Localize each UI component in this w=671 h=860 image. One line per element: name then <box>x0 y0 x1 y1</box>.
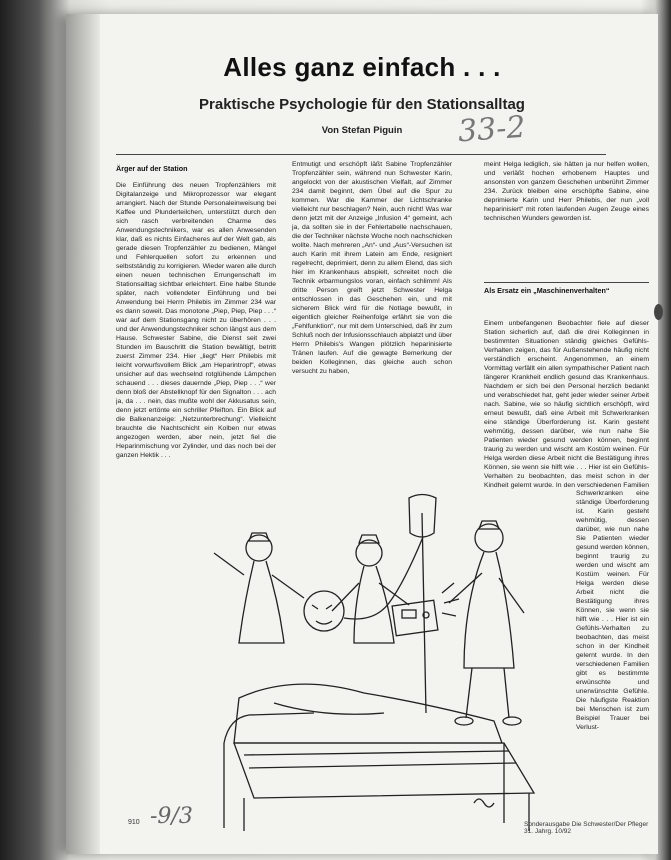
handwritten-annotation: -9/3 <box>150 804 193 829</box>
book-gutter <box>66 14 100 854</box>
column-3-body <box>484 319 649 489</box>
body-text: Schwerkranken eine ständige Überforderung ist. Karin gesteht wehmütig, dessen darüber, wie nun nahe Sie Patienten wieder gesund werden können, beginnt traurig zu werden und wischt am Kostüm weinen. Für Helga werden diese Arbeit nicht die Bestätigung ihres Können, sie wenn sie hilft wie . . . Hier ist ein Gefühls-Verhalten zu beobachten, das meist schon in der Kindheit gelernt wurde. In den verschiedenen Familien gibt es bestimmte erwünschte und unerwünschte Gefühle. Die häufigste Reaktion bei Menschen ist zum Beispiel Trauer bei Verlust- <box>576 490 649 731</box>
cartoon-illustration <box>204 493 539 833</box>
body-text: Entmutigt und erschöpft läßt Sabine Tropfenzähler Tropfenzähler sein, während nun Schwester Karin, angelockt von der akustischen Vielfalt, auf Zimmer 234 damit beginnt, dem Übel auf die Spur zu kommen. War die Kammer der Lichtschranke vielleicht nur beschlagen? Nein, auch nicht! Was war denn jetzt mit der Anzeige „Infusion 4“ gemeint, ach ja, da sollten sie in der Fehlertabelle nachschauen, die der Techniker nächste Woche noch nachschicken wollte. Nach mehreren „An“- und „Aus“-Versuchen ist auch Karin mit ihrem Latein am Ende, resigniert regelrecht, deprimiert, denn zu allem Elend, das sich hier im Krankenhaus abspielt, schreitet noch die Technik erbarmungslos voran, einfach schlimm! Als dritte Person greift jetzt Schwester Helga entschlossen in das Geschehen ein, und mit sicherem Blick wird für die Notlage bewußt, in eigentlich gleicher Reihenfolge erfährt sie von die „Fehlfunktion“, nur mit dem Unterschied, daß ihr zum Schluß noch der Infusionsschlauch abplatzt und über Herrn Philebis's Wangen plötzlich heparinisierte Tränen laufen. Auf die gewagte Bemerkung der beiden Kolleginnen, das gleiche auch schon versucht zu haben, <box>292 161 452 375</box>
article-author: Von Stefan Piguin <box>321 125 403 136</box>
divider <box>484 282 649 283</box>
magazine-page <box>66 14 658 854</box>
punch-hole-mark <box>654 304 663 320</box>
handwritten-annotation: 33-2 <box>456 109 527 150</box>
column-3-top <box>484 160 649 250</box>
body-text: Einem unbefangenen Beobachter fiele auf dieser Station sicherlich auf, daß die drei Kolleginnen in bestimmten Situationen ständig gleiches Gefühls-Verhalten zeigen, das für Außenstehende häufig nicht verständlich erscheint. Angenommen, an einem Vormittag verfällt ein allen sympathischer Patient nach längerer Krankheit endlich gesund das Krankenhaus. Nachdem er sich bei den Personal herzlich bedankt und verabschiedet hat, geht jeder wieder seiner Arbeit nach. Sabine, wie so häufig sichtlich erschöpft, wird erneut bewußt, daß eine Arbeit mit Schwerkranken eine ständige Überforderung ist. Karin gesteht wehmütig, dessen darüber, wie nun nahe Sie Patienten wieder gesund werden können, beginnt traurig zu werden und wischt am Kostüm weinen. Für Helga werden diese Arbeit nicht die Bestätigung ihres Können, sie wenn sie hilft wie . . . Hier ist ein Gefühls-Verhalten zu beobachten, das meist schon in der Kindheit gelernt wurde. In den verschiedenen Familien <box>484 320 649 489</box>
article-subtitle: Praktische Psychologie für den Stationsalltag <box>199 96 525 113</box>
divider <box>116 154 606 155</box>
article-title: Alles ganz einfach . . . <box>223 52 501 82</box>
section-heading: Als Ersatz ein „Maschinenverhalten“ <box>484 286 610 295</box>
body-text: Die Einführung des neuen Tropfenzählers mit Digitalanzeige und Mikroprozessor war elegant arrangiert. Nach der Stunde Personaleinweisung bei Kaffee und Plunderteilchen, unterstützt durch den sich rasch verbreitenden Charme des Anwendungstechnikers, war es allen Anwesenden klar, daß es nichts Einfacheres auf der Welt gab, als gerade diesen Tropfenzähler zu bedienen, Mängel und Fehlerquellen sofort zu erkennen und selbstständig zu korrigieren. Wieder waren alle durch einen neuen technischen Errungenschaft im Stationsalltag sichtbar erleichtert. Eine halbe Stunde später, nach vollendeter Einführung und bei Anwendung bei Herrn Philebis im Zimmer 234 war es dann soweit. Das monotone „Piep, Piep, Piep . . .“ war auf dem Stationsgang nicht zu überhören . . . und der Anwendungstechniker schon längst aus dem Hause. Schwester Sabine, die Dienst seit zwei Stunden im Bauschritt die Station bewältigt, betritt zuerst Zimmer 234. Hier „liegt“ Herr Philebis mit leicht vorwurfsvollem Blick „am Heparintropf“, etwas unsicher auf das wechselnd rotglühende Lämpchen schauend . . . dieses dauernde „Piep, Piep . . .“ wer denn bloß der Abstellknopf für den Signalton . . . ach ja, da . . . nein, das mußte wohl der Akkusatus sein, denn jetzt ertönte ein schriller Pfeifton. Ein Blick auf die Balkenanzeige: „Netzunterbrechung“. Vielleicht brauchte die Nachtschicht ein Kolben nur etwas angezogen werden, aber nein, jetzt fiel die Heparinmischung vor Zylinder, und das noch bei der ganzen Hektik . . . <box>116 182 276 459</box>
column-3-continued <box>576 489 649 819</box>
column-3-heading <box>484 286 649 312</box>
page-number: 910 <box>128 819 140 826</box>
body-text: meint Helga lediglich, sie hätten ja nur helfen wollen, und verläßt hochen erhobenem Hauptes und ansonsten von ganzem Geschehen unberührt Zimmer 234. Zurück bleiben eine erschöpfte Sabine, eine deprimierte Karin und Herr Philebis, der nun „voll heparinisiert“ mit roten laufenden Augen Zeuge eines technischen Wunders geworden ist. <box>484 161 649 222</box>
section-heading: Ärger auf der Station <box>116 164 188 173</box>
publication-footer: Sonderausgabe Die Schwester/Der Pfleger 31. Jahrg. 10/92 <box>524 821 649 835</box>
column-2 <box>292 160 452 490</box>
